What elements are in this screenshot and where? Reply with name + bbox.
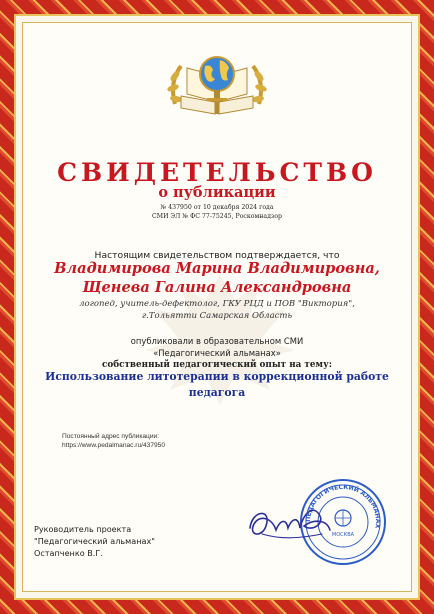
signatory-title: Руководитель проекта bbox=[34, 524, 132, 534]
experience-label: собственный педагогический опыт на тему: bbox=[102, 360, 332, 370]
author-city: г.Тольятти Самарская Область bbox=[141, 311, 293, 321]
stamp-ring-text: ПЕДАГОГИЧЕСКИЙ АЛЬМАНАХ bbox=[304, 483, 382, 529]
registration-number: № 437950 от 10 декабря 2024 года bbox=[160, 204, 274, 211]
author-name-2: Щенева Галина Александровна bbox=[82, 279, 352, 296]
media-license: СМИ ЭЛ № ФС 77-75245, Роскомнадзор bbox=[152, 213, 282, 220]
confirmation-text: Настоящим свидетельством подтверждается, что bbox=[94, 250, 340, 261]
author-name-1: Владимирова Марина Владимировна, bbox=[54, 260, 380, 277]
signatory-name: Остапченко В.Г. bbox=[34, 548, 103, 558]
publication-topic-line2: педагога bbox=[188, 386, 246, 399]
handwritten-signature-icon bbox=[242, 490, 334, 552]
publication-url[interactable]: https://www.pedalmanac.ru/437950 bbox=[62, 442, 165, 449]
published-text: опубликовали в образовательном СМИ bbox=[130, 336, 304, 346]
stamp-center-text: МОСКВА bbox=[331, 532, 355, 538]
certificate-title: СВИДЕТЕЛЬСТВО bbox=[57, 158, 377, 187]
signatory-project: "Педагогический альманах" bbox=[34, 536, 155, 546]
certificate-subtitle: о публикации bbox=[158, 184, 276, 201]
publication-topic-line1: Использование литотерапии в коррекционной работе bbox=[45, 370, 389, 383]
author-position: логопед, учитель-дефектолог, ГКУ РЦД и ПОВ "Виктория", bbox=[79, 299, 355, 309]
media-name: «Педагогический альманах» bbox=[153, 348, 281, 358]
address-label: Постоянный адрес публикации: bbox=[62, 433, 160, 440]
globe-book-laurel-icon bbox=[167, 46, 267, 124]
